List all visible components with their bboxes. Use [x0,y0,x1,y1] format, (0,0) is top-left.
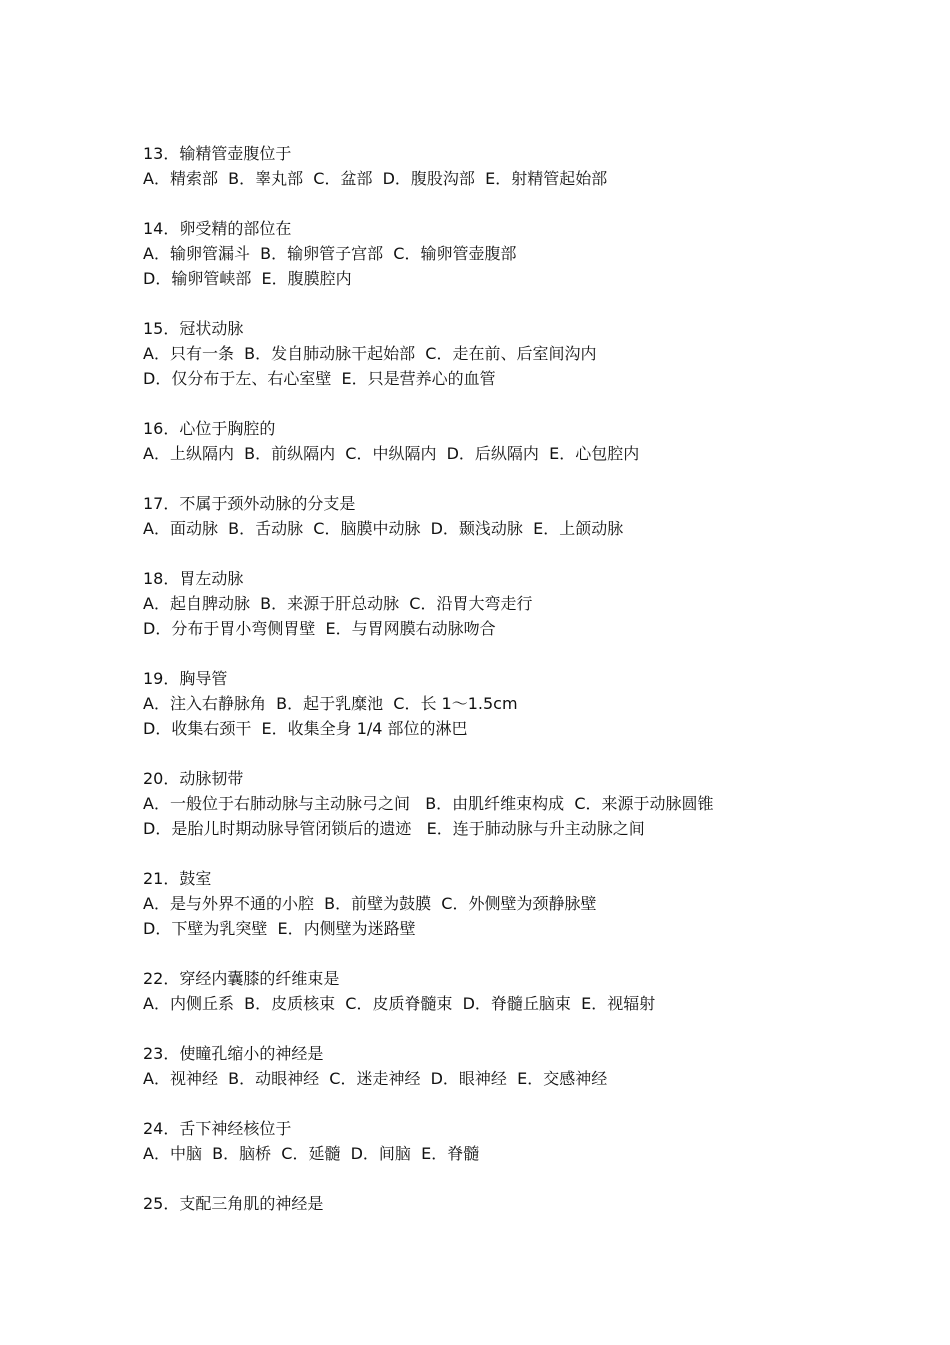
question-spacer [143,391,843,416]
question-spacer [143,941,843,966]
answer-options-line: A．内侧丘系 B．皮质核束 C．皮质脊髓束 D．脊髓丘脑束 E．视辐射 [143,994,656,1013]
question-title: 17．不属于颈外动脉的分支是 [143,494,356,513]
question-spacer [143,841,843,866]
question-title: 23．使瞳孔缩小的神经是 [143,1044,324,1063]
question-title: 15．冠状动脉 [143,319,244,338]
question-block [143,1191,843,1216]
question-block [143,491,843,566]
question-block [143,766,843,866]
question-spacer [143,191,843,216]
answer-options-line: A．是与外界不通的小腔 B．前壁为鼓膜 C．外侧壁为颈静脉壁 [143,894,597,913]
question-spacer [143,541,843,566]
answer-options-line: A．只有一条 B．发自肺动脉干起始部 C．走在前、后室间沟内 [143,344,597,363]
question-block [143,566,843,666]
question-title: 24．舌下神经核位于 [143,1119,292,1138]
question-spacer [143,741,843,766]
question-block [143,416,843,491]
question-block [143,1041,843,1116]
answer-options-line: D．下壁为乳突壁 E．内侧壁为迷路壁 [143,919,416,938]
question-block [143,316,843,416]
question-title: 21．鼓室 [143,869,212,888]
question-title: 25．支配三角肌的神经是 [143,1194,324,1213]
answer-options-line: D．分布于胃小弯侧胃壁 E．与胃网膜右动脉吻合 [143,619,496,638]
answer-options-line: A．起自脾动脉 B．来源于肝总动脉 C．沿胃大弯走行 [143,594,533,613]
answer-options-line: A．视神经 B．动眼神经 C．迷走神经 D．眼神经 E．交感神经 [143,1069,608,1088]
answer-options-line: A．精索部 B．睾丸部 C．盆部 D．腹股沟部 E．射精管起始部 [143,169,608,188]
question-spacer [143,1016,843,1041]
question-spacer [143,466,843,491]
question-title: 20．动脉韧带 [143,769,244,788]
answer-options-line: A．上纵隔内 B．前纵隔内 C．中纵隔内 D．后纵隔内 E．心包腔内 [143,444,640,463]
answer-options-line: D．收集右颈干 E．收集全身 1/4 部位的淋巴 [143,719,468,738]
question-list [143,141,843,1216]
question-spacer [143,1166,843,1191]
question-block [143,866,843,966]
question-block [143,216,843,316]
question-title: 18．胃左动脉 [143,569,244,588]
question-title: 13．输精管壶腹位于 [143,144,292,163]
answer-options-line: A．输卵管漏斗 B．输卵管子宫部 C．输卵管壶腹部 [143,244,517,263]
answer-options-line: A．面动脉 B．舌动脉 C．脑膜中动脉 D．颞浅动脉 E．上颌动脉 [143,519,624,538]
answer-options-line: A．注入右静脉角 B．起于乳糜池 C．长 1～1.5cm [143,694,518,713]
question-title: 14．卵受精的部位在 [143,219,292,238]
question-title: 16．心位于胸腔的 [143,419,276,438]
question-title: 19．胸导管 [143,669,228,688]
question-block [143,666,843,766]
question-spacer [143,1091,843,1116]
answer-options-line: D．是胎儿时期动脉导管闭锁后的遗迹 E．连于肺动脉与升主动脉之间 [143,819,645,838]
answer-options-line: A．中脑 B．脑桥 C．延髓 D．间脑 E．脊髓 [143,1144,480,1163]
question-block [143,141,843,216]
question-block [143,1116,843,1191]
answer-options-line: D．仅分布于左、右心室壁 E．只是营养心的血管 [143,369,496,388]
question-block [143,966,843,1041]
question-spacer [143,291,843,316]
answer-options-line: A．一般位于右肺动脉与主动脉弓之间 B．由肌纤维束构成 C．来源于动脉圆锥 [143,794,714,813]
question-title: 22．穿经内囊膝的纤维束是 [143,969,340,988]
question-spacer [143,641,843,666]
answer-options-line: D．输卵管峡部 E．腹膜腔内 [143,269,352,288]
